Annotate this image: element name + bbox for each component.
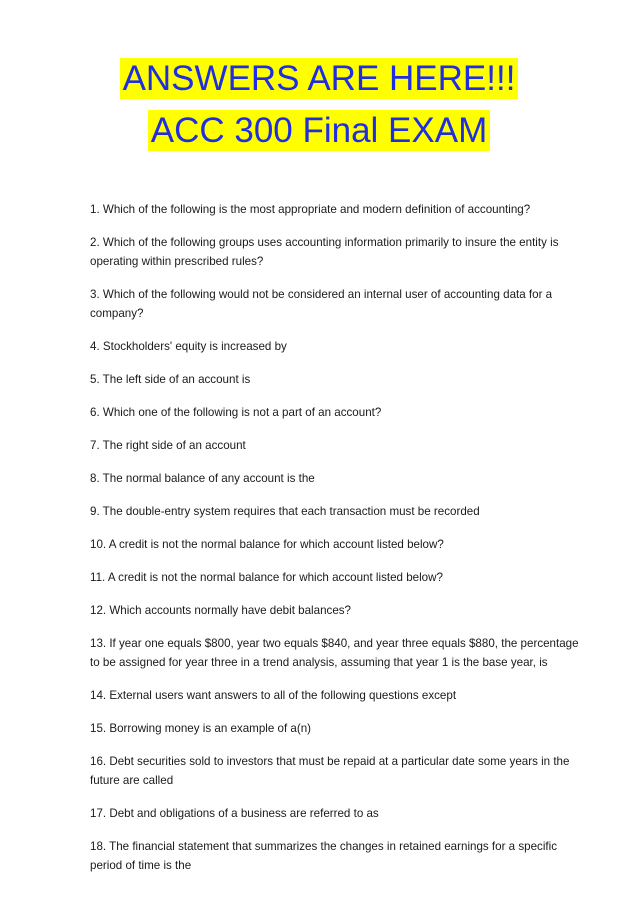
question-list bbox=[90, 200, 590, 889]
question-item: 17. Debt and obligations of a business are referred to as bbox=[90, 807, 379, 820]
question-item: 18. The financial statement that summarizes the changes in retained earnings for a specific period of time is the bbox=[90, 840, 558, 872]
question-item: 5. The left side of an account is bbox=[90, 373, 251, 386]
question-item: 14. External users want answers to all of the following questions except bbox=[90, 689, 457, 702]
title-exam-name: ACC 300 Final EXAM bbox=[148, 110, 491, 151]
question-item: 3. Which of the following would not be considered an internal user of accounting data for a company? bbox=[90, 288, 553, 320]
title-block bbox=[0, 58, 638, 154]
question-item: 16. Debt securities sold to investors that must be repaid at a particular date some years in the future are called bbox=[90, 755, 570, 787]
question-item: 10. A credit is not the normal balance for which account listed below? bbox=[90, 538, 444, 551]
question-item: 9. The double-entry system requires that each transaction must be recorded bbox=[90, 505, 480, 518]
question-item: 13. If year one equals $800, year two equals $840, and year three equals $880, the percentage to be assigned for year three in a trend analysis, assuming that year 1 is the base year, is bbox=[90, 637, 579, 669]
question-item: 12. Which accounts normally have debit balances? bbox=[90, 604, 352, 617]
title-answers-banner: ANSWERS ARE HERE!!! bbox=[120, 58, 519, 99]
question-item: 11. A credit is not the normal balance for which account listed below? bbox=[90, 571, 443, 584]
question-item: 1. Which of the following is the most appropriate and modern definition of accounting? bbox=[90, 203, 531, 216]
question-item: 15. Borrowing money is an example of a(n) bbox=[90, 722, 312, 735]
question-item: 8. The normal balance of any account is the bbox=[90, 472, 315, 485]
question-item: 6. Which one of the following is not a part of an account? bbox=[90, 406, 382, 419]
question-item: 2. Which of the following groups uses accounting information primarily to insure the entity is operating within prescribed rules? bbox=[90, 236, 559, 268]
question-item: 7. The right side of an account bbox=[90, 439, 246, 452]
question-item: 4. Stockholders' equity is increased by bbox=[90, 340, 287, 353]
